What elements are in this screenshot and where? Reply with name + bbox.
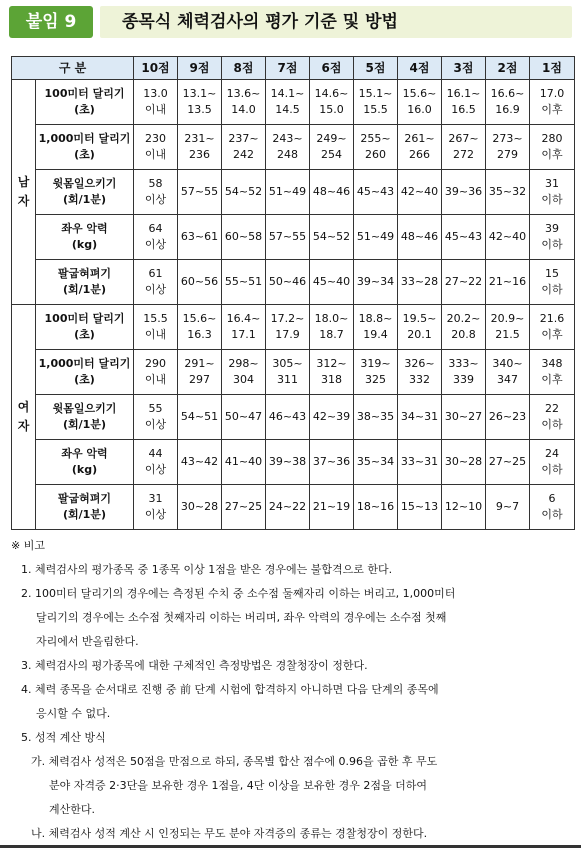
score-cell: 55~51 [222,260,266,305]
score-cell: 27~25 [486,440,530,485]
score-cell: 63~61 [178,215,222,260]
score-cell: 319~ 325 [354,350,398,395]
score-cell: 6 이하 [530,485,575,530]
score-cell: 30~28 [442,440,486,485]
score-cell: 26~23 [486,395,530,440]
score-cell: 44 이상 [134,440,178,485]
score-cell: 57~55 [266,215,310,260]
score-cell: 30~28 [178,485,222,530]
score-cell: 55 이상 [134,395,178,440]
score-cell: 16.4~ 17.1 [222,305,266,350]
score-cell: 249~ 254 [310,125,354,170]
note-line: 가. 체력검사 성적은 50점을 만점으로 하되, 종목별 합산 점수에 0.96을 곱한 후 무도 [31,755,438,768]
note-line: 나. 체력검사 성적 계산 시 인정되는 무도 분야 자격증의 종류는 경찰청장이 정한다. [31,827,428,840]
score-cell: 231~ 236 [178,125,222,170]
table-row [12,485,575,530]
score-cell: 17.2~ 17.9 [266,305,310,350]
score-cell: 290 이내 [134,350,178,395]
score-cell: 45~40 [310,260,354,305]
score-cell: 33~31 [398,440,442,485]
score-cell: 16.6~ 16.9 [486,80,530,125]
column-header-category: 구 분 [12,57,134,80]
page-title: 종목식 체력검사의 평가 기준 및 방법 [100,6,572,38]
score-cell: 48~46 [310,170,354,215]
score-cell: 35~32 [486,170,530,215]
table-row [12,440,575,485]
note-line: 달리기의 경우에는 소수점 첫째자리 이하는 버리며, 좌우 악력의 경우에는 소수점 첫째 [36,611,447,624]
score-cell: 42~40 [398,170,442,215]
table-row [12,170,575,215]
score-cell: 33~28 [398,260,442,305]
score-cell: 15.6~ 16.0 [398,80,442,125]
score-cell: 58 이상 [134,170,178,215]
score-cell: 312~ 318 [310,350,354,395]
test-item-label: 100미터 달리기 (초) [36,80,134,125]
score-cell: 21~19 [310,485,354,530]
score-cell: 60~58 [222,215,266,260]
score-cell: 24 이하 [530,440,575,485]
gender-label: 여 자 [12,305,36,530]
test-item-label: 윗몸일으키기 (회/1분) [36,395,134,440]
test-item-label: 팔굽혀펴기 (회/1분) [36,485,134,530]
column-header-score: 4점 [398,57,442,80]
score-cell: 39~36 [442,170,486,215]
score-cell: 298~ 304 [222,350,266,395]
score-cell: 291~ 297 [178,350,222,395]
column-header-score: 2점 [486,57,530,80]
score-cell: 237~ 242 [222,125,266,170]
score-cell: 50~47 [222,395,266,440]
notes-heading: ※ 비고 [11,539,45,552]
score-cell: 15 이하 [530,260,575,305]
score-cell: 42~39 [310,395,354,440]
column-header-score: 8점 [222,57,266,80]
score-cell: 15.5 이내 [134,305,178,350]
score-cell: 273~ 279 [486,125,530,170]
score-cell: 42~40 [486,215,530,260]
score-cell: 50~46 [266,260,310,305]
score-cell: 31 이하 [530,170,575,215]
score-cell: 45~43 [354,170,398,215]
table-row [12,260,575,305]
score-cell: 13.6~ 14.0 [222,80,266,125]
score-cell: 326~ 332 [398,350,442,395]
score-cell: 12~10 [442,485,486,530]
score-cell: 16.1~ 16.5 [442,80,486,125]
score-cell: 39~38 [266,440,310,485]
score-cell: 37~36 [310,440,354,485]
score-cell: 30~27 [442,395,486,440]
score-cell: 21~16 [486,260,530,305]
table-row [12,215,575,260]
score-cell: 267~ 272 [442,125,486,170]
score-cell: 60~56 [178,260,222,305]
score-cell: 20.9~ 21.5 [486,305,530,350]
score-cell: 27~25 [222,485,266,530]
score-cell: 45~43 [442,215,486,260]
column-header-score: 5점 [354,57,398,80]
test-item-label: 100미터 달리기 (초) [36,305,134,350]
note-line: 5. 성적 계산 방식 [21,731,106,744]
score-cell: 43~42 [178,440,222,485]
score-cell: 14.6~ 15.0 [310,80,354,125]
score-cell: 18.8~ 19.4 [354,305,398,350]
note-line: 분야 자격증 2·3단을 보유한 경우 1점을, 4단 이상을 보유한 경우 2점을 더하여 [49,779,427,792]
page-header [0,0,581,46]
table-row [12,125,575,170]
notes-section [11,534,576,846]
note-line: 2. 100미터 달리기의 경우에는 측정된 수치 중 소수점 둘째자리 이하는 버리고, 1,000미터 [21,587,456,600]
table-row [12,350,575,395]
test-item-label: 윗몸일으키기 (회/1분) [36,170,134,215]
column-header-score: 1점 [530,57,575,80]
column-header-score: 9점 [178,57,222,80]
score-cell: 54~52 [222,170,266,215]
gender-label: 남 자 [12,80,36,305]
note-line: 자리에서 반올림한다. [36,635,139,648]
attachment-tag: 붙임 9 [9,6,93,38]
score-cell: 39~34 [354,260,398,305]
table-row [12,305,575,350]
score-cell: 18.0~ 18.7 [310,305,354,350]
score-cell: 280 이후 [530,125,575,170]
score-cell: 64 이상 [134,215,178,260]
score-cell: 243~ 248 [266,125,310,170]
test-item-label: 1,000미터 달리기 (초) [36,350,134,395]
column-header-score: 10점 [134,57,178,80]
score-cell: 24~22 [266,485,310,530]
score-cell: 51~49 [266,170,310,215]
score-cell: 57~55 [178,170,222,215]
column-header-score: 6점 [310,57,354,80]
test-item-label: 좌우 악력 (kg) [36,440,134,485]
note-line: 1. 체력검사의 평가종목 중 1종목 이상 1점을 받은 경우에는 불합격으로 한다. [21,563,393,576]
score-cell: 15.6~ 16.3 [178,305,222,350]
score-cell: 348 이후 [530,350,575,395]
score-cell: 31 이상 [134,485,178,530]
score-cell: 18~16 [354,485,398,530]
note-line: 3. 체력검사의 평가종목에 대한 구체적인 측정방법은 경찰청장이 정한다. [21,659,368,672]
score-cell: 27~22 [442,260,486,305]
score-cell: 54~52 [310,215,354,260]
score-cell: 305~ 311 [266,350,310,395]
score-table [11,56,575,530]
score-cell: 333~ 339 [442,350,486,395]
score-cell: 15~13 [398,485,442,530]
score-cell: 15.1~ 15.5 [354,80,398,125]
score-cell: 230 이내 [134,125,178,170]
score-cell: 41~40 [222,440,266,485]
note-line: 계산한다. [49,803,96,816]
column-header-score: 7점 [266,57,310,80]
score-cell: 261~ 266 [398,125,442,170]
score-cell: 48~46 [398,215,442,260]
score-cell: 17.0 이후 [530,80,575,125]
score-cell: 13.1~ 13.5 [178,80,222,125]
score-cell: 340~ 347 [486,350,530,395]
score-cell: 61 이상 [134,260,178,305]
score-cell: 14.1~ 14.5 [266,80,310,125]
note-line: 4. 체력 종목을 순서대로 진행 중 前 단계 시험에 합격하지 아니하면 다음 단계의 종목에 [21,683,439,696]
test-item-label: 팔굽혀펴기 (회/1분) [36,260,134,305]
score-cell: 35~34 [354,440,398,485]
score-cell: 21.6 이후 [530,305,575,350]
score-cell: 38~35 [354,395,398,440]
note-line: 응시할 수 없다. [36,707,111,720]
table-row [12,80,575,125]
score-cell: 22 이하 [530,395,575,440]
test-item-label: 1,000미터 달리기 (초) [36,125,134,170]
score-cell: 54~51 [178,395,222,440]
score-cell: 13.0 이내 [134,80,178,125]
score-cell: 51~49 [354,215,398,260]
score-cell: 39 이하 [530,215,575,260]
score-cell: 20.2~ 20.8 [442,305,486,350]
score-cell: 46~43 [266,395,310,440]
table-header-row [12,57,575,80]
test-item-label: 좌우 악력 (kg) [36,215,134,260]
score-cell: 255~ 260 [354,125,398,170]
score-cell: 34~31 [398,395,442,440]
column-header-score: 3점 [442,57,486,80]
table-row [12,395,575,440]
score-cell: 9~7 [486,485,530,530]
score-cell: 19.5~ 20.1 [398,305,442,350]
